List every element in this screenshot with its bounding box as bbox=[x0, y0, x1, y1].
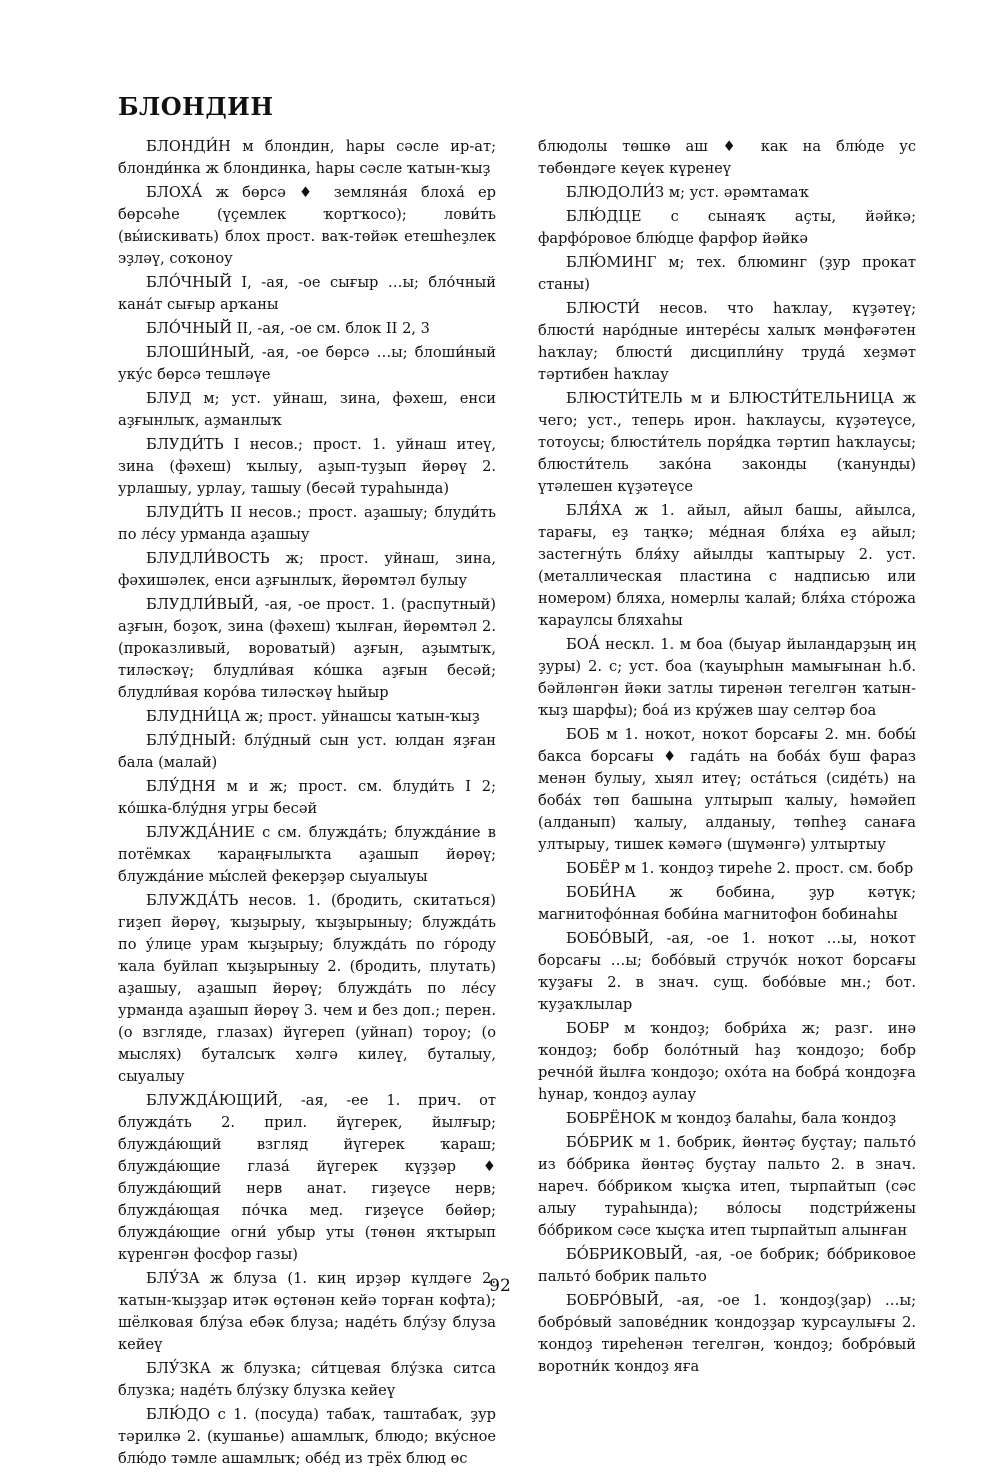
dictionary-entry: БЛЯ́ХА ж 1. айыл, айыл башы, айылса, тарағы, еҙ таңҡә; ме́дная бля́ха еҙ айыл; застегну́ть бля́ху айылды ҡаптырыу 2. уст. (металлическая пластина с надписью или номером) бляха, номерлы ҡалай; бля́ха сто́рожа ҡараулсы бляхаһы bbox=[538, 502, 916, 629]
dictionary-entry: БЛУДЛИ́ВЫЙ, -ая, -ое прост. 1. (распутный) аҙғын, боҙоҡ, зина (фәхеш) ҡылған, йөрөмтәл 2. (проказливый, вороватый) аҙғын, аҙымтыҡ, тиләсҡәү; блудли́вая ко́шка аҙғын бесәй; блудли́вая коро́ва тиләсҡәү һыйыр bbox=[118, 596, 496, 701]
running-head: БЛОНДИН bbox=[118, 92, 274, 121]
dictionary-entry: БЛУ́ДНЯ м и ж; прост. см. блуди́ть I 2; ко́шка-блу́дня угры бесәй bbox=[118, 778, 496, 817]
dictionary-entry: БЛО́ЧНЫЙ I, -ая, -ое сығыр …ы; бло́чный кана́т сығыр арҡаны bbox=[118, 274, 496, 313]
dictionary-entry: БОБ м 1. ноҡот, ноҡот борсағы 2. мн. бобы́ бакса борсағы ♦ гада́ть на боба́х буш фараз менән булыу, хыял итеү; оста́ться (сиде́ть) на боба́х төп башына ултырып ҡалыу, һәмәйеп (алданып) ҡалыу, алданыу, төпһеҙ санаға ултырыу, тишек кәмәгә (шүмәнгә) ултыртыу bbox=[538, 726, 916, 853]
dictionary-entry: БЛУДЛИ́ВОСТЬ ж; прост. уйнаш, зина, фәхишәлек, енси аҙғынлыҡ, йөрөмтәл булыу bbox=[118, 550, 496, 589]
dictionary-entry: БЛЮ́ДО с 1. (посуда) табаҡ, таштабаҡ, ҙур тәрилкә 2. (кушанье) ашамлыҡ, блюдо; вку́сное блю́до тәмле ашамлыҡ; обе́д из трёх блюд өс bbox=[118, 1406, 496, 1467]
dictionary-entry: БЛЮСТИ́ несов. что һаҡлау, күҙәтеү; блюсти́ наро́дные интере́сы халыҡ мәнфәғәтен һаҡлау; блюсти́ дисципли́ну труда́ хеҙмәт тәртибен һаҡлау bbox=[538, 300, 916, 383]
dictionary-entry: БОБО́ВЫЙ, -ая, -ое 1. ноҡот …ы, ноҡот борсағы …ы; бобо́вый стручо́к ноҡот борсағы ҡуҙағы 2. в знач. сущ. бобо́вые мн.; бот. ҡуҙаҡлылар bbox=[538, 930, 916, 1013]
dictionary-entry: БЛУ́ЗКА ж блузка; си́тцевая блу́зка ситса блузка; наде́ть блу́зку блузка кейеү bbox=[118, 1360, 496, 1399]
left-column bbox=[118, 136, 496, 1472]
dictionary-entry: БЛЮДОЛИ́З м; уст. әрәмтамаҡ bbox=[566, 184, 810, 201]
dictionary-entry: БО́БРИКОВЫЙ, -ая, -ое бобрик; бо́бриковое пальто́ бобрик пальто bbox=[538, 1246, 916, 1285]
dictionary-entry: БЛУДНИ́ЦА ж; прост. уйнашсы ҡатын-ҡыҙ bbox=[146, 708, 480, 725]
dictionary-entry: БЛОХА́ ж бөрсә ♦ земляна́я блоха́ ер бөрсәһе (үҫемлек ҡортҡосо); лови́ть (вы́искивать) блох прост. ваҡ-төйәк етешһеҙлек эҙләү, соҡоноу bbox=[118, 184, 496, 267]
right-column bbox=[538, 136, 916, 1380]
dictionary-entry: БЛУ́ДНЫЙ: блу́дный сын уст. юлдан яҙған бала (малай) bbox=[118, 732, 496, 771]
dictionary-entry: БЛУДИ́ТЬ I несов.; прост. 1. уйнаш итеү, зина (фәхеш) ҡылыу, аҙып-туҙып йөрөү 2. урлашыу, урлау, ташыу (бесәй тураһында) bbox=[118, 436, 496, 497]
dictionary-entry: БО́БРИК м 1. бобрик, йөнтәҫ буҫтау; пальто́ из бо́брика йөнтәҫ буҫтау пальто 2. в знач. нареч. бо́бриком ҡыҫҡа итеп, тырпайтып (сәс алыу тураһында); во́лосы подстри́жены бо́бриком сәсе ҡыҫҡа итеп тырпайтып алынған bbox=[538, 1134, 916, 1239]
dictionary-entry: БОА́ нескл. 1. м боа (быуар йыландарҙың иң ҙуры) 2. с; уст. боа (ҡауырһын мамығынан һ.б. бәйләнгән йәки затлы тиренән тегелгән ҡатын-ҡыҙ шарфы); боа́ из кру́жев шау селтәр боа bbox=[538, 636, 916, 719]
dictionary-entry-continuation: блюдолы төшкө аш ♦ как на блю́де ус төбөндәге кеүек күренеү bbox=[538, 138, 916, 177]
dictionary-entry: БЛУЖДА́НИЕ с см. блужда́ть; блужда́ние в потёмках ҡараңғылыҡта аҙашып йөрөү; блужда́ние мы́слей фекерҙәр сыуалыуы bbox=[118, 824, 496, 885]
dictionary-entry: БЛУ́ЗА ж блуза (1. киң ирҙәр күлдәге 2. ҡатын-ҡыҙҙар итәк өҫтөнән кейә торған кофта); шёлковая блу́за ебәк блуза; наде́ть блу́зу блуза кейеү bbox=[118, 1270, 496, 1353]
dictionary-entry: БОБЁР м 1. ҡондоҙ тиреһе 2. прост. см. бобр bbox=[566, 860, 914, 877]
dictionary-entry: БЛУДИ́ТЬ II несов.; прост. аҙашыу; блуди́ть по ле́су урманда аҙашыу bbox=[118, 504, 496, 543]
dictionary-entry: БЛОНДИ́Н м блондин, һары сәсле ир-ат; блонди́нка ж блондинка, һары сәсле ҡатын-ҡыҙ bbox=[118, 138, 496, 177]
dictionary-entry: БОБИ́НА ж бобина, ҙур кәтүк; магнитофо́нная боби́на магнитофон бобинаһы bbox=[538, 884, 916, 923]
dictionary-entry: БЛУЖДА́ЮЩИЙ, -ая, -ее 1. прич. от блужда́ть 2. прил. йүгерек, йылғыр; блужда́ющий взгляд йүгерек ҡараш; блужда́ющие глаза́ йүгерек күҙҙәр ♦ блужда́ющий нерв анат. гиҙеүсе нерв; блужда́ющая по́чка мед. гиҙеүсе бөйөр; блужда́ющие огни́ убыр уты (төнөн яҡтырып күренгән фосфор газы) bbox=[118, 1092, 496, 1263]
dictionary-entry: БЛЮ́МИНГ м; тех. блюминг (ҙур прокат станы) bbox=[538, 254, 916, 293]
dictionary-entry: БОБРЁНОК м ҡондоҙ балаһы, бала ҡондоҙ bbox=[566, 1110, 897, 1127]
dictionary-entry: БЛЮСТИ́ТЕЛЬ м и БЛЮСТИ́ТЕЛЬНИЦА ж чего; уст., теперь ирон. һаҡлаусы, күҙәтеүсе, тотоусы; блюсти́тель поря́дка тәртип һаҡлаусы; блюсти́тель зако́на законды (ҡанунды) үтәлешен күҙәтеүсе bbox=[538, 390, 916, 495]
dictionary-entry: БЛУД м; уст. уйнаш, зина, фәхеш, енси аҙғынлыҡ, аҙманлыҡ bbox=[118, 390, 496, 429]
dictionary-entry: БОБР м ҡондоҙ; бобри́ха ж; разг. инә ҡондоҙ; бобр боло́тный һаҙ ҡондоҙо; бобр речно́й йылға ҡондоҙо; охо́та на бобра́ ҡондоҙға һунар, ҡондоҙ аулау bbox=[538, 1020, 916, 1103]
dictionary-entry: БОБРО́ВЫЙ, -ая, -ое 1. ҡондоҙ(ҙар) …ы; бобро́вый запове́дник ҡондоҙҙар ҡурсаулығы 2. ҡондоҙ тиреһенән тегелгән, ҡондоҙ; бобро́вый воротни́к ҡондоҙ яға bbox=[538, 1292, 916, 1375]
dictionary-entry: БЛОШИ́НЫЙ, -ая, -ое бөрсә …ы; блоши́ный уку́с бөрсә тешләүе bbox=[118, 344, 496, 383]
dictionary-entry: БЛУЖДА́ТЬ несов. 1. (бродить, скитаться) гиҙеп йөрөү, ҡыҙырыу, ҡыҙырыныу; блужда́ть по у́лице урам ҡыҙырыу; блужда́ть по го́роду ҡала буйлап ҡыҙырыныу 2. (бродить, плутать) аҙашыу, аҙашып йөрөү; блужда́ть по ле́су урманда аҙашып йөрөү 3. чем и без доп.; перен. (о взгляде, глазах) йүгереп (уйнап) тороу; (о мыслях) буталсыҡ хәлгә килеү, буталыу, сыуалыу bbox=[118, 892, 496, 1085]
page-number: 92 bbox=[489, 1276, 511, 1296]
dictionary-entry: БЛО́ЧНЫЙ II, -ая, -ое см. блок II 2, 3 bbox=[146, 320, 430, 337]
dictionary-entry: БЛЮ́ДЦЕ с сынаяҡ аҫты, йәйкә; фарфо́ровое блю́дце фарфор йәйкә bbox=[538, 208, 916, 247]
